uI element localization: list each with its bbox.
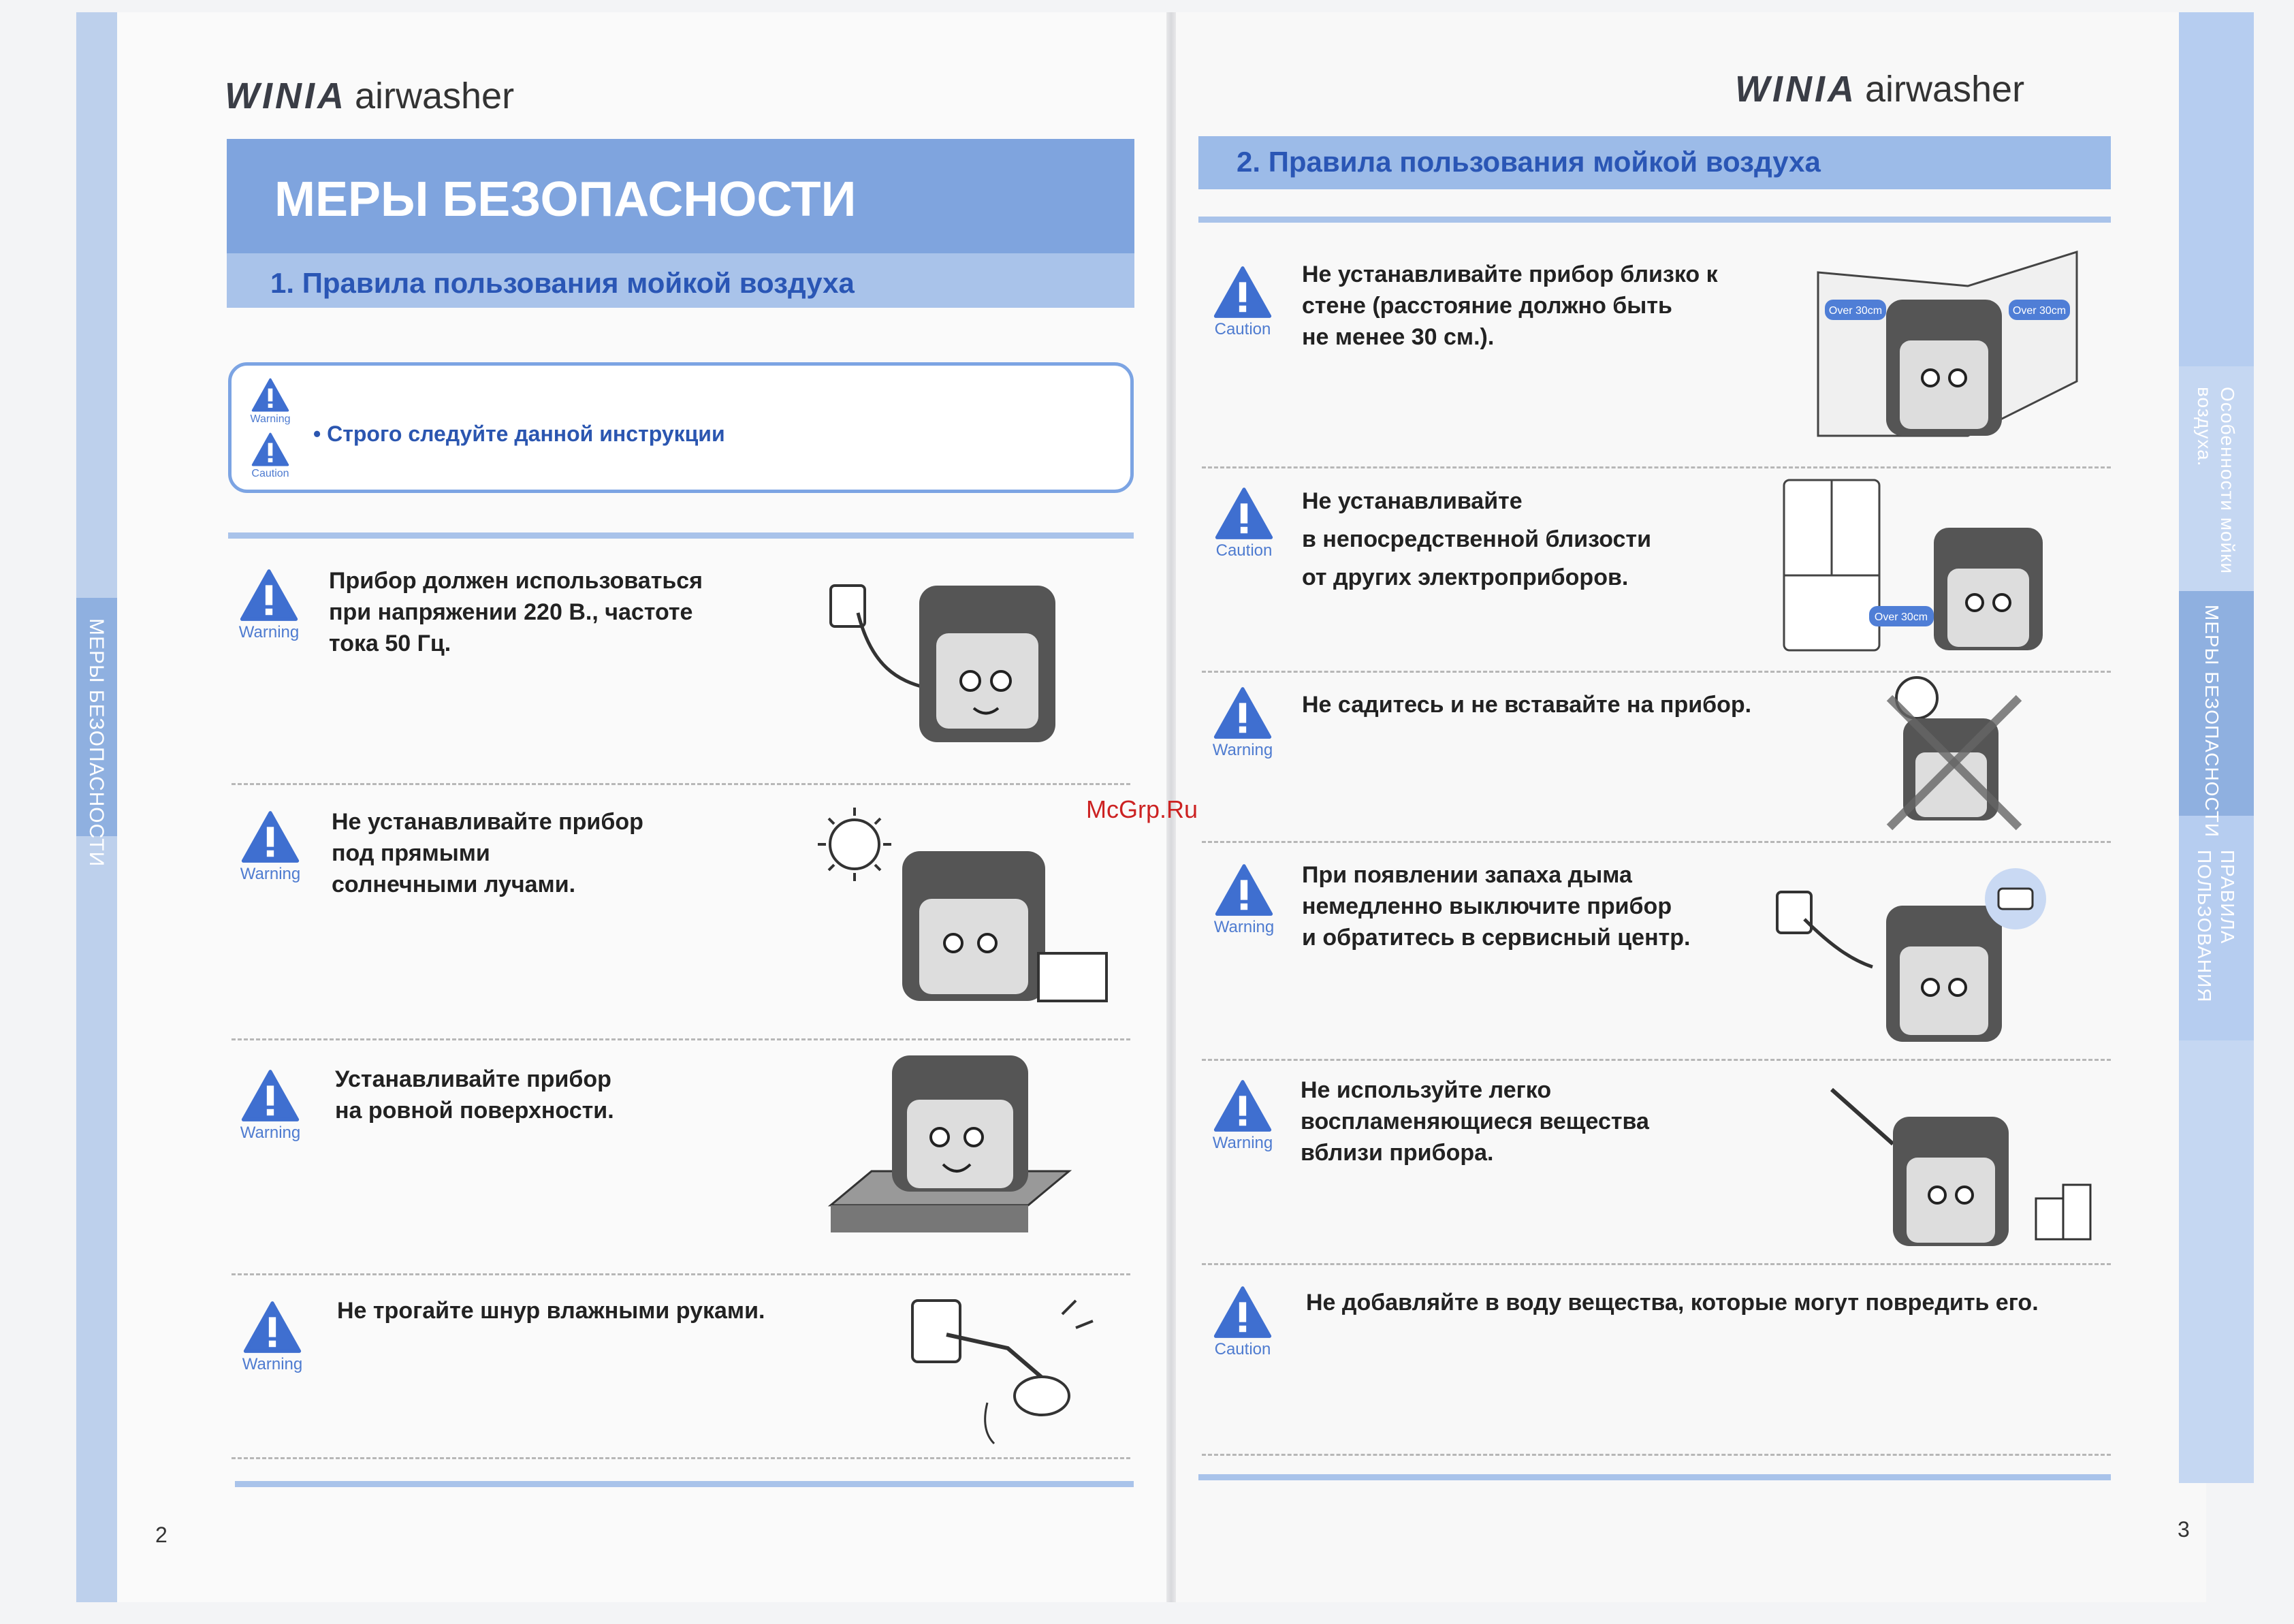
dashed-divider: [232, 1273, 1130, 1275]
warning-icon: Warning: [1212, 1079, 1273, 1153]
brand-logo-right: WINIA airwasher: [1735, 69, 2025, 110]
left-edge-tab: [76, 12, 117, 1602]
illustration-smoke-service: [1770, 865, 2056, 1049]
divider: [235, 1481, 1134, 1487]
warning-icon: Warning: [240, 1069, 301, 1143]
illustration-flammable: [1818, 1062, 2097, 1253]
svg-text:Over 30cm: Over 30cm: [1874, 611, 1928, 623]
warning-icon: Warning: [1212, 686, 1273, 760]
left-item-4-text: Не трогайте шнур влажными руками.: [337, 1298, 765, 1324]
right-side-tab-safety[interactable]: МЕРЫ БЕЗОПАСНОСТИ: [2201, 605, 2223, 838]
right-item-3-text: Не садитесь и не вставайте на прибор.: [1302, 692, 1752, 718]
svg-text:Over 30cm: Over 30cm: [2012, 305, 2067, 317]
page-title: МЕРЫ БЕЗОПАСНОСТИ: [274, 172, 857, 227]
warning-icon: Warning: [242, 1301, 303, 1374]
section-title-right: 2. Правила пользования мойкой воздуха: [1237, 146, 1821, 178]
warning-icon: Warning: [1213, 863, 1275, 937]
section-header-right: [1198, 136, 2111, 189]
caution-icon: Caution: [1212, 266, 1273, 339]
left-item-1-text: Прибор должен использоваться при напряжении 220 В., частоте тока 50 Гц.: [329, 568, 703, 656]
dashed-divider: [1202, 1454, 2111, 1456]
divider: [228, 532, 1134, 539]
left-side-tab-label: МЕРЫ БЕЗОПАСНОСТИ: [85, 618, 108, 867]
warning-icon: Warning: [240, 810, 301, 884]
illustration-sun: [814, 803, 1120, 1008]
title-bar: [227, 139, 1134, 308]
dashed-divider: [1202, 466, 2111, 468]
page-number-right: 3: [2178, 1517, 2190, 1542]
right-item-1-text: Не устанавливайте прибор близко к стене (расстояние должно быть не менее 30 см.).: [1302, 261, 1718, 350]
dashed-divider: [1202, 1263, 2111, 1265]
dashed-divider: [232, 1038, 1130, 1040]
left-item-2-text: Не устанавливайте прибор под прямыми солнечными лучами.: [332, 809, 643, 897]
right-item-5-text: Не используйте легко воспламеняющиеся вещества вблизи прибора.: [1301, 1077, 1649, 1166]
warning-icon: Warning: [238, 569, 300, 642]
dashed-divider: [232, 1457, 1130, 1459]
caution-icon: Caution: [1213, 487, 1275, 560]
right-item-6-text: Не добавляйте в воду вещества, которые могут повредить его.: [1306, 1290, 2039, 1316]
illustration-wet-hands-cord: [906, 1287, 1110, 1450]
right-item-4-text: При появлении запаха дыма немедленно выключите прибор и обратитесь в сервисный центр.: [1302, 862, 1691, 951]
illustration-outlet-plug: [817, 572, 1076, 756]
right-side-tab-features[interactable]: Особенности мойки воздуха.: [2194, 387, 2238, 575]
right-item-2-text: Не устанавливайте в непосредственной близости от других электроприборов.: [1302, 488, 1651, 590]
illustration-fridge-distance: [1777, 473, 2097, 657]
caution-icon: Caution: [1212, 1286, 1273, 1359]
illustration-flat-surface: [824, 1049, 1083, 1239]
notice-caution-icon: Caution: [246, 432, 294, 480]
illustration-no-sitting: [1862, 671, 2039, 834]
page-number-left: 2: [155, 1523, 168, 1547]
right-edge-tabs: [2179, 12, 2254, 1483]
dashed-divider: [1202, 841, 2111, 843]
illustration-wall-distance: [1811, 245, 2084, 449]
brand-logo-left: WINIA airwasher: [225, 76, 515, 116]
dashed-divider: [1202, 1059, 2111, 1061]
left-item-3-text: Устанавливайте прибор на ровной поверхности.: [335, 1066, 614, 1124]
section-title-left: 1. Правила пользования мойкой воздуха: [270, 267, 855, 299]
dashed-divider: [232, 783, 1130, 785]
notice-box: [228, 362, 1134, 493]
divider: [1198, 217, 2111, 223]
right-side-tab-rules[interactable]: ПРАВИЛА ПОЛЬЗОВАНИЯ: [2194, 850, 2238, 1003]
svg-text:Over 30cm: Over 30cm: [1828, 305, 1883, 317]
notice-warning-icon: Warning: [246, 378, 294, 426]
notice-text: • Строго следуйте данной инструкции: [313, 421, 725, 446]
watermark: McGrp.Ru: [1086, 795, 1198, 823]
divider: [1198, 1474, 2111, 1480]
